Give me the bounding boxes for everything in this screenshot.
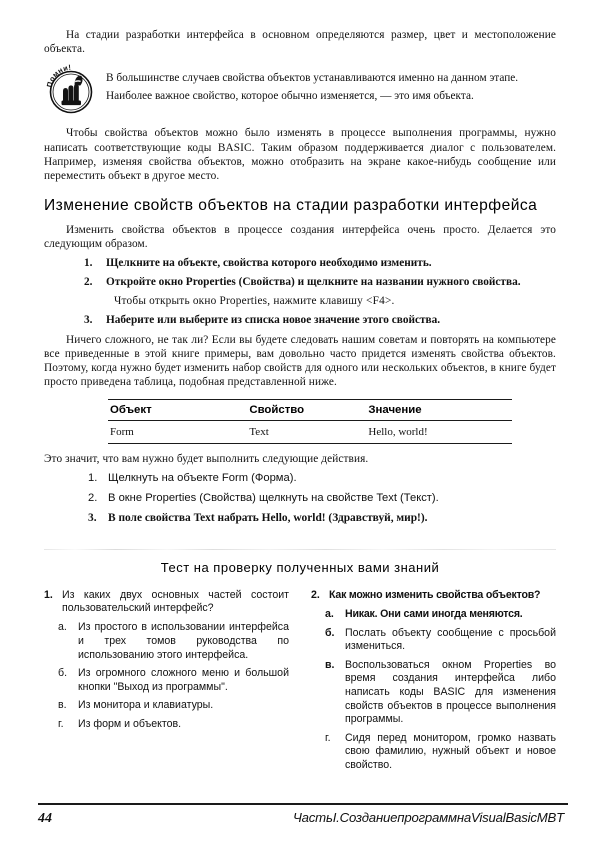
step-text: Щелкните на объекте, свойства которого необходимо изменить. [106,256,432,269]
step-item [44,313,556,328]
paragraph-this-means: Это значит, что вам нужно будет выполнить следующие действия. [44,453,369,466]
step-item [44,275,556,308]
answer-text: Из форм и объектов. [78,718,182,731]
page-number: 44 [38,811,52,826]
quiz-container [44,589,556,778]
action-item [44,491,556,505]
footer-divider [38,803,568,805]
step-number: 1. [84,256,93,269]
answer-item[interactable] [311,627,556,654]
remember-tip-text [100,62,556,107]
answer-text: Никак. Они сами иногда меняются. [345,608,523,621]
answer-label: г. [58,718,64,731]
action-item [44,471,556,485]
quiz-column-right [311,589,556,778]
steps-list [44,256,556,328]
answer-label: б. [325,626,335,639]
tip-line-2: Наиболее важное свойство, которое обычно изменяется, — это имя объекта. [106,90,474,103]
answer-label: б. [58,667,68,680]
table-row [108,421,512,444]
scan-artifact-rule [44,549,556,550]
page-footer [38,803,568,827]
answer-text: Из простого в использовании интерфейса и трех томов руководства по использованию этого интерфейса. [78,621,289,661]
remember-tip-box [44,62,556,116]
answer-label: а. [325,608,334,621]
answer-item[interactable] [44,699,289,713]
question-heading [311,589,556,602]
table-cell-value: Hello, world! [366,421,512,444]
paragraph-after-title: Изменить свойства объектов в процессе создания интерфейса очень просто. Делается это следующим образом. [44,224,556,251]
table-header-row [108,400,512,421]
answer-item[interactable] [44,621,289,662]
table-cell-object: Form [108,421,247,444]
page-content [44,28,556,778]
question-number: 1. [44,588,53,601]
question-text: Как можно изменить свойства объектов? [329,588,541,601]
table-cell-property: Text [247,421,366,444]
action-number: 2. [88,491,98,504]
answer-text: Сидя перед монитором, громко назвать свою фамилию, нужный объект и новое свойство. [345,731,556,771]
answer-label: в. [58,699,67,712]
running-title: ЧастьI.СозданиепрограммнаVisualBasicMBT [292,810,564,825]
actions-list [44,471,556,525]
answer-text: Из монитора и клавиатуры. [78,699,214,712]
action-text: В поле свойства Text набрать Hello, world! (Здравствуй, мир!). [108,511,428,524]
answer-text: Воспользоваться окном Properties во время создания интерфейса либо написать коды BASIC для изменения свойств объектов в процессе выполнения программы. [345,658,556,726]
answers-list [311,608,556,773]
action-number: 1. [88,471,98,484]
question-text: Из каких двух основных частей состоит пользовательский интерфейс? [62,588,289,615]
answer-label: г. [325,731,331,744]
answer-text: Из огромного сложного меню и большой кнопки "Выход из программы". [78,667,289,693]
action-text: В окне Properties (Свойства) щелкнуть на свойстве Text (Текст). [108,491,439,504]
step-subtext: Чтобы открыть окно Properties, нажмите клавишу <F4>. [114,294,395,307]
question-number: 2. [311,588,320,601]
answer-item[interactable] [44,667,289,694]
answer-label: в. [325,658,335,671]
intro-paragraph: На стадии разработки интерфейса в основном определяются размер, цвет и местоположение объекта. [44,29,556,56]
table-header-cell: Свойство [247,400,366,421]
action-number: 3. [88,511,97,524]
action-text: Щелкнуть на объекте Form (Форма). [108,471,297,484]
paragraph-nothing-hard: Ничего сложного, не так ли? Если вы будете следовать нашим советам и повторять на компьютере все приведенные в этой книге примеры, вам довольно часто придется изменять свойства объектов. Поэтому, когда нужно будет изменить набор свойств для одного или нескольких объектов, в книге будет просто приведена таблица, подобная представленной ниже. [44,333,556,389]
answer-item[interactable] [311,659,556,727]
answer-text: Послать объекту сообщение с просьбой измениться. [345,626,556,653]
svg-text:Помни!: Помни! [44,64,72,89]
step-text: Откройте окно Properties (Свойства) и щелкните на названии нужного свойства. [106,276,521,289]
answer-item[interactable] [311,608,556,622]
tip-line-1: В большинстве случаев свойства объектов устанавливаются именно на данном этапе. [106,72,519,85]
table-header-cell: Значение [366,400,512,421]
step-item [44,256,556,271]
section-title: Изменение свойств объектов на стадии разработки интерфейса [44,197,538,215]
step-number: 2. [84,276,93,289]
answer-item[interactable] [311,732,556,773]
question-heading [44,589,289,616]
paragraph-basic-codes: Чтобы свойства объектов можно было изменять в процессе выполнения программы, нужно написать соответствующие коды BASIC. Таким образом поддерживается диалог с пользователем. Например, изменяя свойства объектов, можно отобразить на экране какое-нибудь сообщение или переместить объект в другое место. [44,127,556,183]
step-text: Наберите или выберите из списка новое значение этого свойства. [106,314,441,327]
properties-table [108,399,512,444]
answers-list [44,621,289,731]
step-number: 3. [84,314,93,327]
remember-hand-icon [44,64,100,116]
quiz-column-left [44,589,289,778]
action-item [44,511,556,525]
answer-label: а. [58,621,67,634]
answer-item[interactable] [44,718,289,732]
test-section-title: Тест на проверку полученных вами знаний [160,559,440,575]
table-header-cell: Объект [108,400,247,421]
